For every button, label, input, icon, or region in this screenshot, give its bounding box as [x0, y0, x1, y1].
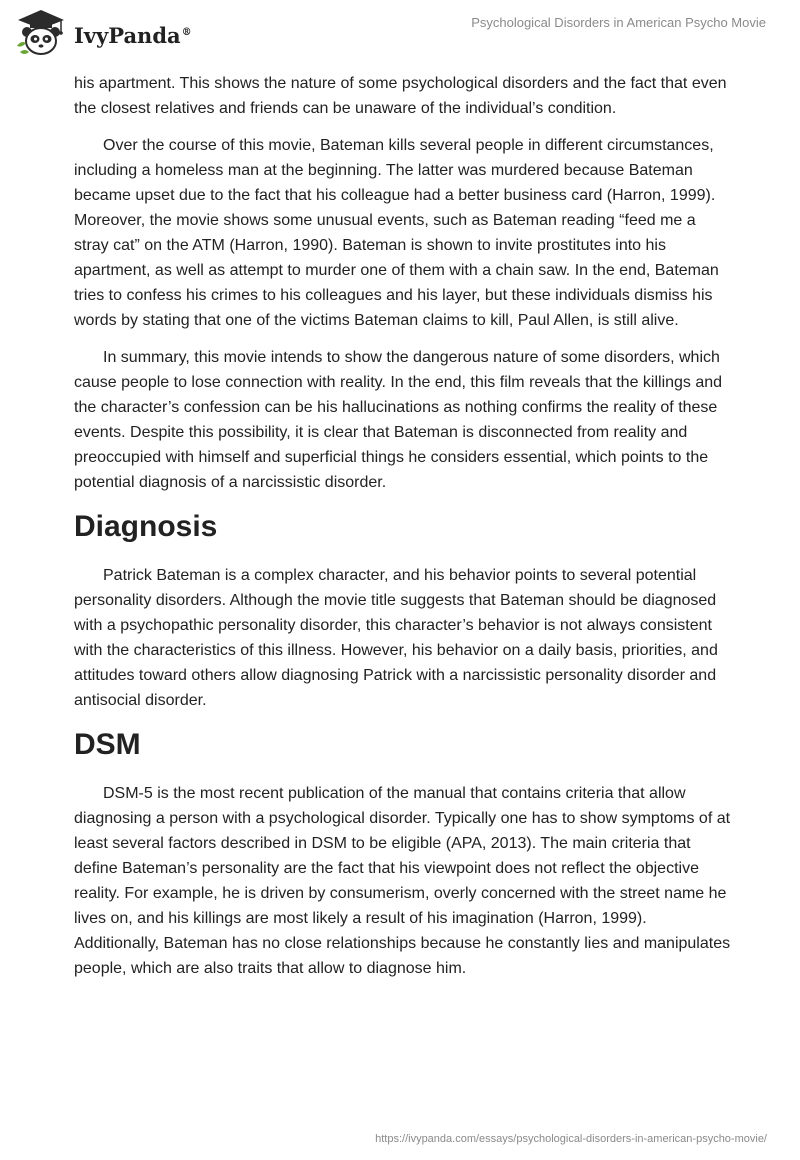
- paragraph: DSM-5 is the most recent publication of the manual that contains criteria that allow diagnosing a person with a psychological disorder. Typically one has to show symptoms of at least several factors described in DSM to be eligible (APA, 2013). The main criteria that define Bateman’s personality are the fact that his viewpoint does not reflect the objective reality. For example, he is driven by consumerism, overly concerned with the street name he lives on, and his killings are most likely a result of his imagination (Harron, 1999). Additionally, Bateman has no close relationships because he constantly lies and manipulates people, which are also traits that allow to diagnose him.: [74, 785, 731, 977]
- page-header: [0, 0, 800, 70]
- paragraph: Over the course of this movie, Bateman kills several people in different circumstances, including a homeless man at the beginning. The latter was murdered because Bateman became upset due to the fact that his colleague had a better business card (Harron, 1999). Moreover, the movie shows some unusual events, such as Bateman reading “feed me a stray cat” on the ATM (Harron, 1990). Bateman is shown to invite prostitutes into his apartment, as well as attempt to murder one of them with a chain saw. In the end, Bateman tries to confess his crimes to his colleagues and his layer, but these individuals dismiss his words by stating that one of the victims Bateman claims to kill, Paul Allen, is still alive.: [74, 137, 719, 329]
- heading-diagnosis: Diagnosis: [74, 510, 218, 543]
- heading-dsm: DSM: [74, 728, 141, 761]
- essay-body: [74, 71, 734, 993]
- paragraph: In summary, this movie intends to show the dangerous nature of some disorders, which cause people to lose connection with reality. In the end, this film reveals that the killings and the character’s confession can be his hallucinations as nothing confirms the reality of these events. Despite this possibility, it is clear that Bateman is disconnected from reality and preoccupied with himself and superficial things he considers essential, which points to the potential diagnosis of a narcissistic disorder.: [74, 349, 723, 491]
- registered-mark: ®: [181, 26, 192, 38]
- document-title: Psychological Disorders in American Psycho Movie: [471, 15, 766, 30]
- paragraph: Patrick Bateman is a complex character, and his behavior points to several potential personality disorders. Although the movie title suggests that Bateman should be diagnosed with a psychopathic personality disorder, this character’s behavior is not always consistent with the characteristics of this illness. However, his behavior on a daily basis, priorities, and attitudes toward others allow diagnosing Patrick with a narcissistic personality disorder and antisocial disorder.: [74, 567, 718, 709]
- logo-wordmark: [74, 23, 192, 48]
- ivypanda-logo[interactable]: [14, 8, 192, 56]
- panda-graduate-icon: [14, 8, 68, 56]
- source-url[interactable]: https://ivypanda.com/essays/psychological-disorders-in-american-psycho-movie/: [375, 1133, 767, 1145]
- paragraph-continuation: his apartment. This shows the nature of some psychological disorders and the fact that even the closest relatives and friends can be unaware of the individual’s condition.: [74, 75, 727, 117]
- logo-name: IvyPanda: [74, 22, 181, 48]
